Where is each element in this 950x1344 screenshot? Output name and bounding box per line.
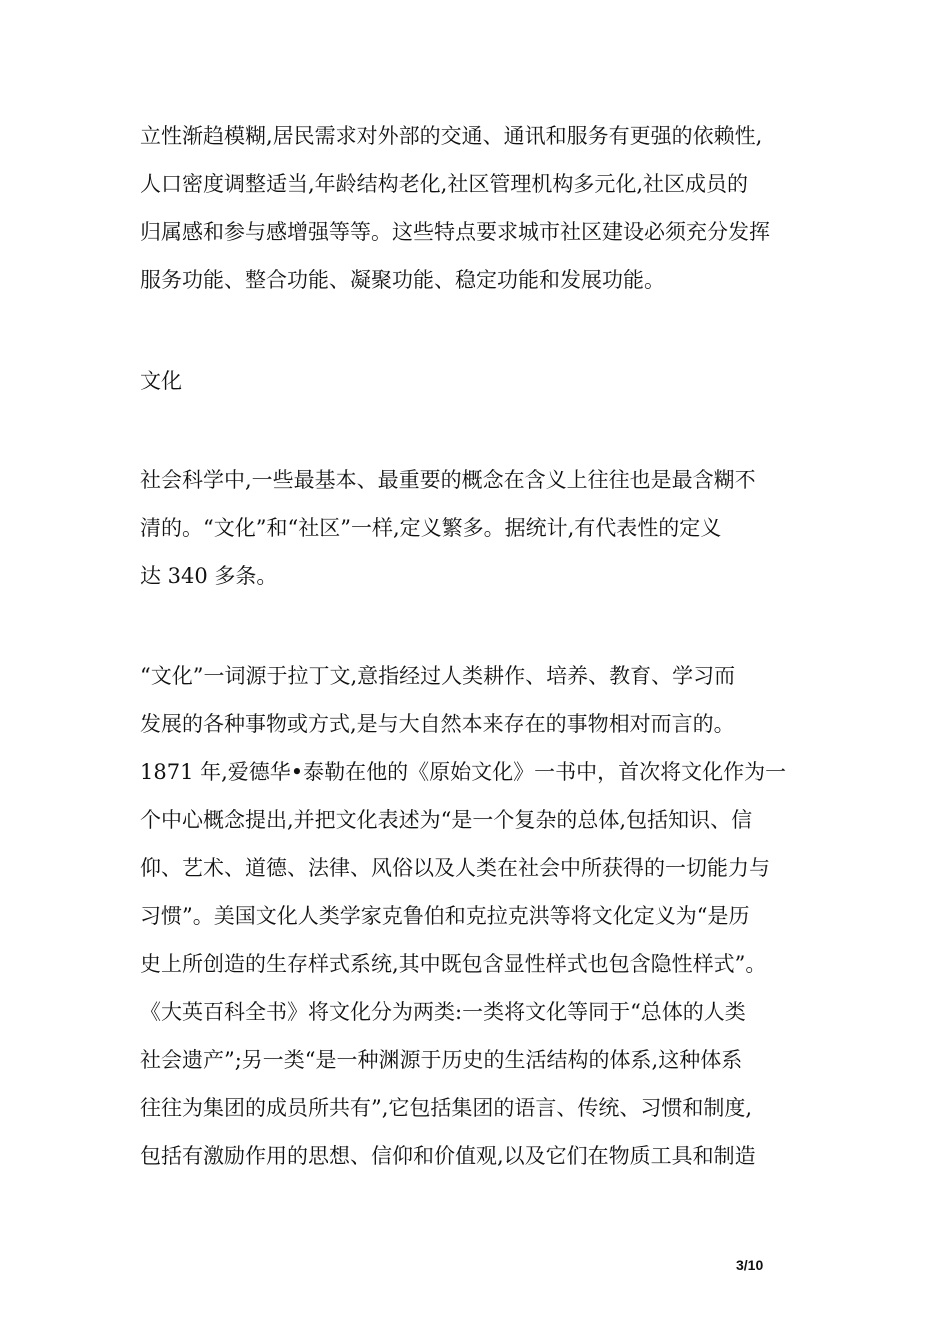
text-line: 包括有激励作用的思想、信仰和价值观,以及它们在物质工具和制造 xyxy=(140,1144,756,1168)
text-line: 归属感和参与感增强等等。这些特点要求城市社区建设必须充分发挥 xyxy=(140,220,770,244)
text-line: 个中心概念提出,并把文化表述为“是一个复杂的总体,包括知识、信 xyxy=(140,808,753,832)
paragraph-culture-definitions xyxy=(140,456,820,600)
paragraph-culture-origin xyxy=(140,652,820,1180)
text-line: 1871 年,爱德华•泰勒在他的《原始文化》一书中，首次将文化作为一 xyxy=(140,760,787,784)
text-line: 《大英百科全书》将文化分为两类:一类将文化等同于“总体的人类 xyxy=(140,1000,746,1024)
section-heading xyxy=(140,357,820,405)
text-line: 达 340 多条。 xyxy=(140,564,278,588)
heading-text: 文化 xyxy=(140,369,182,393)
text-line: 立性渐趋模糊,居民需求对外部的交通、通讯和服务有更强的依赖性, xyxy=(140,124,763,148)
text-line: 清的。“文化”和“社区”一样,定义繁多。据统计,有代表性的定义 xyxy=(140,516,722,540)
text-line: “文化”一词源于拉丁文,意指经过人类耕作、培养、教育、学习而 xyxy=(140,664,736,688)
paragraph-urban-community xyxy=(140,112,820,304)
page-number: 3/10 xyxy=(736,1257,764,1273)
text-line: 习惯”。美国文化人类学家克鲁伯和克拉克洪等将文化定义为“是历 xyxy=(140,904,750,928)
text-line: 发展的各种事物或方式,是与大自然本来存在的事物相对而言的。 xyxy=(140,712,735,736)
text-line: 社会科学中,一些最基本、最重要的概念在含义上往往也是最含糊不 xyxy=(140,468,756,492)
text-line: 史上所创造的生存样式系统,其中既包含显性样式也包含隐性样式”。 xyxy=(140,952,767,976)
text-line: 往往为集团的成员所共有”,它包括集团的语言、传统、习惯和制度, xyxy=(140,1096,753,1120)
text-line: 仰、艺术、道德、法律、风俗以及人类在社会中所获得的一切能力与 xyxy=(140,856,770,880)
text-line: 服务功能、整合功能、凝聚功能、稳定功能和发展功能。 xyxy=(140,268,665,292)
text-line: 社会遗产”;另一类“是一种渊源于历史的生活结构的体系,这种体系 xyxy=(140,1048,743,1072)
text-line: 人口密度调整适当,年龄结构老化,社区管理机构多元化,社区成员的 xyxy=(140,172,749,196)
